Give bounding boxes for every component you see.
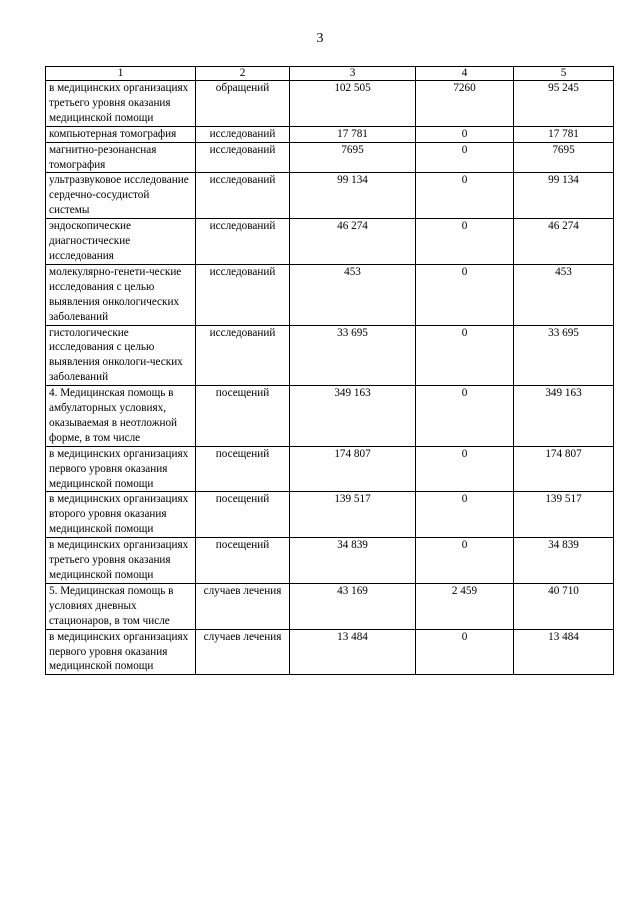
row-value-col3: 17 781 <box>290 126 416 142</box>
row-name-cell: в медицинских организациях третьего уровня оказания медицинской помощи <box>46 81 196 127</box>
table-row <box>46 386 614 447</box>
row-value-col5: 46 274 <box>514 219 614 265</box>
row-value-col5: 34 839 <box>514 538 614 584</box>
row-value-col4: 0 <box>416 325 514 386</box>
column-header-2: 2 <box>196 67 290 81</box>
row-value-col3: 102 505 <box>290 81 416 127</box>
row-value-col3: 7695 <box>290 142 416 173</box>
row-value-col3: 174 807 <box>290 446 416 492</box>
row-value-col5: 17 781 <box>514 126 614 142</box>
row-name-cell: компьютерная томография <box>46 126 196 142</box>
row-unit-cell: исследований <box>196 126 290 142</box>
row-value-col4: 0 <box>416 126 514 142</box>
row-value-col4: 0 <box>416 173 514 219</box>
row-name-cell: магнитно-резонансная томография <box>46 142 196 173</box>
row-value-col3: 46 274 <box>290 219 416 265</box>
row-value-col4: 0 <box>416 219 514 265</box>
table-row <box>46 583 614 629</box>
row-unit-cell: посещений <box>196 538 290 584</box>
row-unit-cell: обращений <box>196 81 290 127</box>
row-unit-cell: случаев лечения <box>196 629 290 675</box>
row-value-col5: 13 484 <box>514 629 614 675</box>
row-value-col4: 0 <box>416 446 514 492</box>
row-name-cell: ультразвуковое исследование сердечно-сосудистой системы <box>46 173 196 219</box>
row-name-cell: в медицинских организациях первого уровня оказания медицинской помощи <box>46 629 196 675</box>
row-value-col3: 349 163 <box>290 386 416 447</box>
row-name-cell: в медицинских организациях первого уровня оказания медицинской помощи <box>46 446 196 492</box>
table-row <box>46 629 614 675</box>
row-name-cell: в медицинских организациях третьего уровня оказания медицинской помощи <box>46 538 196 584</box>
table-row <box>46 325 614 386</box>
row-unit-cell: исследований <box>196 264 290 325</box>
table-row <box>46 81 614 127</box>
row-value-col4: 7260 <box>416 81 514 127</box>
row-unit-cell: посещений <box>196 492 290 538</box>
column-header-4: 4 <box>416 67 514 81</box>
page-number: 3 <box>316 31 324 46</box>
row-value-col5: 139 517 <box>514 492 614 538</box>
row-name-cell: гистологические исследования с целью выявления онкологи-ческих заболеваний <box>46 325 196 386</box>
column-header-3: 3 <box>290 67 416 81</box>
row-unit-cell: исследований <box>196 173 290 219</box>
row-name-cell: молекулярно-генети-ческие исследования с целью выявления онкологических заболеваний <box>46 264 196 325</box>
row-value-col5: 95 245 <box>514 81 614 127</box>
table-row <box>46 264 614 325</box>
row-unit-cell: посещений <box>196 386 290 447</box>
row-value-col5: 33 695 <box>514 325 614 386</box>
table-row <box>46 492 614 538</box>
column-header-5: 5 <box>514 67 614 81</box>
row-value-col3: 453 <box>290 264 416 325</box>
row-value-col5: 40 710 <box>514 583 614 629</box>
row-name-cell: 4. Медицинская помощь в амбулаторных условиях, оказываемая в неотложной форме, в том числе <box>46 386 196 447</box>
table-row <box>46 446 614 492</box>
row-value-col3: 99 134 <box>290 173 416 219</box>
row-value-col4: 0 <box>416 538 514 584</box>
table-row <box>46 126 614 142</box>
table-row <box>46 538 614 584</box>
row-unit-cell: исследований <box>196 142 290 173</box>
row-value-col4: 0 <box>416 492 514 538</box>
row-unit-cell: исследований <box>196 325 290 386</box>
row-value-col5: 99 134 <box>514 173 614 219</box>
row-value-col4: 0 <box>416 386 514 447</box>
row-name-cell: эндоскопические диагностические исследования <box>46 219 196 265</box>
header-row <box>46 67 614 81</box>
row-unit-cell: посещений <box>196 446 290 492</box>
row-value-col3: 139 517 <box>290 492 416 538</box>
row-value-col4: 0 <box>416 142 514 173</box>
row-value-col3: 13 484 <box>290 629 416 675</box>
table-row <box>46 173 614 219</box>
row-value-col5: 453 <box>514 264 614 325</box>
table-row <box>46 142 614 173</box>
row-unit-cell: случаев лечения <box>196 583 290 629</box>
data-table <box>45 66 614 675</box>
row-value-col4: 2 459 <box>416 583 514 629</box>
table-row <box>46 219 614 265</box>
row-value-col5: 174 807 <box>514 446 614 492</box>
row-name-cell: 5. Медицинская помощь в условиях дневных стационаров, в том числе <box>46 583 196 629</box>
row-value-col3: 33 695 <box>290 325 416 386</box>
row-value-col5: 7695 <box>514 142 614 173</box>
row-value-col3: 34 839 <box>290 538 416 584</box>
row-name-cell: в медицинских организациях второго уровня оказания медицинской помощи <box>46 492 196 538</box>
row-unit-cell: исследований <box>196 219 290 265</box>
row-value-col3: 43 169 <box>290 583 416 629</box>
column-header-1: 1 <box>46 67 196 81</box>
row-value-col4: 0 <box>416 629 514 675</box>
row-value-col5: 349 163 <box>514 386 614 447</box>
row-value-col4: 0 <box>416 264 514 325</box>
